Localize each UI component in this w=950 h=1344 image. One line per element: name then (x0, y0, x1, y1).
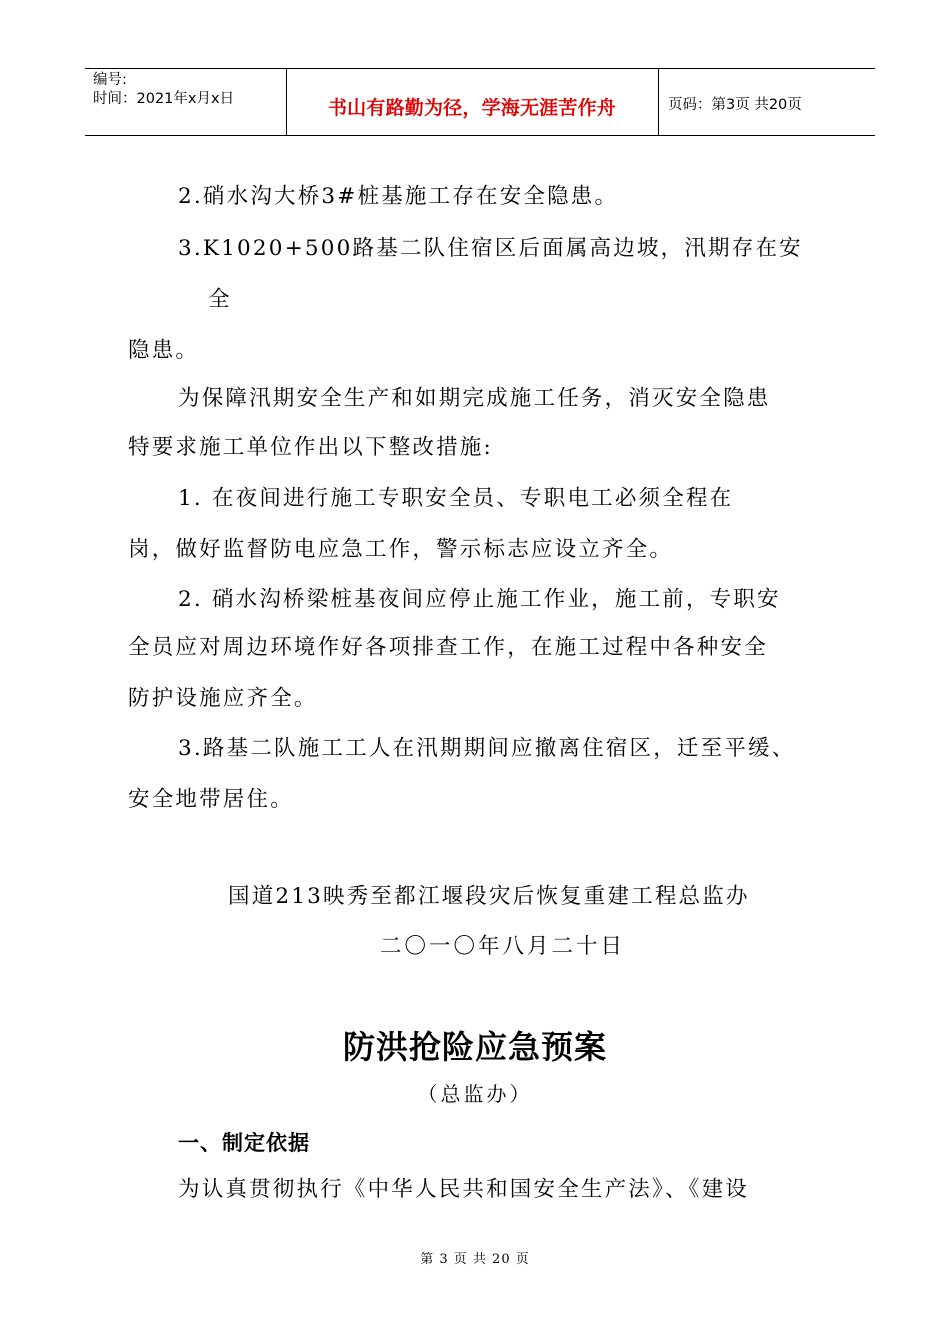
body-line: 3.路基二队施工工人在汛期期间应撤离住宿区，迁至平缓、 (178, 736, 796, 761)
body-line: 1. 在夜间进行施工专职安全员、专职电工必须全程在 (178, 486, 734, 511)
body-line: 3.K1020+500路基二队住宿区后面属高边坡，汛期存在安 (178, 236, 803, 261)
page-header (85, 68, 875, 136)
body-line: 防护设施应齐全。 (128, 686, 318, 711)
number-label: 编号: (93, 72, 127, 88)
header-page-info: 页码：第3页 共20页 (668, 97, 802, 113)
body-line: 全 (208, 287, 232, 312)
body-line: 特要求施工单位作出以下整改措施: (128, 435, 493, 460)
plan-title: 防洪抢险应急预案 (342, 1028, 607, 1066)
signature-date: 二〇一〇年八月二十日 (380, 934, 626, 959)
header-divider (658, 69, 659, 135)
time-label: 时间：2021年x月x日 (93, 91, 235, 107)
header-motto: 书山有路勤为径，学海无涯苦作舟 (327, 97, 616, 119)
body-line: 为认真贯彻执行《中华人民共和国安全生产法》、《建设 (178, 1177, 750, 1202)
body-line: 2. 硝水沟桥梁桩基夜间应停止施工作业，施工前，专职安 (178, 587, 781, 612)
plan-subtitle: （总监办） (417, 1082, 533, 1106)
body-line: 为保障汛期安全生产和如期完成施工任务，消灭安全隐患 (178, 386, 771, 411)
body-line: 岗，做好监督防电应急工作，警示标志应设立齐全。 (128, 537, 674, 562)
section-heading: 一、制定依据 (178, 1131, 310, 1155)
signature-org: 国道213映秀至都江堰段灾后恢复重建工程总监办 (228, 884, 750, 909)
header-meta (93, 71, 234, 109)
body-line: 2.硝水沟大桥3#桩基施工存在安全隐患。 (178, 184, 619, 209)
body-line: 安全地带居住。 (128, 787, 294, 812)
body-line: 隐患。 (128, 338, 200, 363)
body-line: 全员应对周边环境作好各项排查工作，在施工过程中各种安全 (128, 635, 768, 660)
page-footer: 第 3 页 共 20 页 (420, 1252, 530, 1267)
